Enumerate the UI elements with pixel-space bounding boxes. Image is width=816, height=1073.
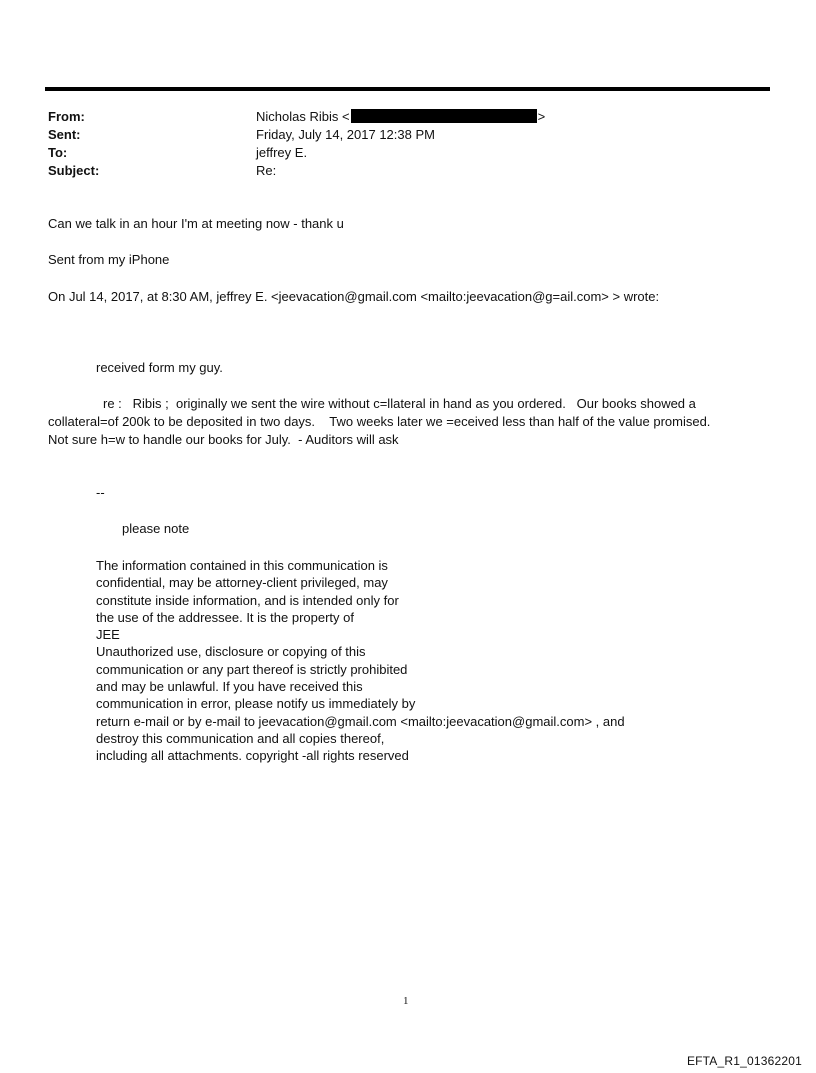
disclaimer-line: and may be unlawful. If you have received this — [96, 679, 363, 695]
from-label: From: — [48, 109, 85, 124]
signature-text: Sent from my iPhone — [48, 252, 170, 267]
disclaimer-line: the use of the addressee. It is the property of — [96, 609, 354, 625]
page-number: 1 — [403, 995, 409, 1007]
to-value: jeffrey E. — [256, 145, 308, 160]
disclaimer-line: JEE — [96, 627, 120, 643]
document-id: EFTA_R1_01362201 — [686, 1054, 802, 1068]
subject-label: Subject: — [48, 163, 100, 178]
sent-value: Friday, July 14, 2017 12:38 PM — [256, 127, 435, 142]
please-note: please note — [122, 521, 190, 536]
disclaimer-line: communication in error, please notify us immediately by — [96, 696, 416, 712]
disclaimer-line: confidential, may be attorney-client privileged, may — [96, 575, 388, 591]
disclaimer-line: destroy this communication and all copies thereof, — [96, 730, 385, 746]
from-name: Nicholas Ribis < — [256, 109, 350, 124]
header-rule — [45, 87, 770, 91]
redaction-box — [351, 109, 537, 123]
disclaimer-line: including all attachments. copyright -all rights reserved — [96, 748, 409, 764]
confidentiality-disclaimer — [96, 557, 625, 765]
disclaimer-line: The information contained in this communication is — [96, 558, 388, 573]
to-label: To: — [48, 145, 68, 160]
disclaimer-line: Unauthorized use, disclosure or copying of this — [96, 644, 366, 660]
signature-dashes: -- — [96, 485, 105, 500]
reply-text: Can we talk in an hour I'm at meeting now - thank u — [48, 216, 344, 231]
disclaimer-line: constitute inside information, and is intended only for — [96, 592, 399, 608]
quoted-line-1: re : Ribis ; originally we sent the wire without c=llateral in hand as you ordered. Our books showed a — [103, 396, 696, 411]
sent-label: Sent: — [48, 127, 81, 142]
disclaimer-line: communication or any part thereof is strictly prohibited — [96, 661, 408, 677]
disclaimer-line: return e-mail or by e-mail to jeevacation@gmail.com <mailto:jeevacation@gmail.com> , and — [96, 713, 625, 729]
subject-value: Re: — [256, 163, 277, 178]
received-line: received form my guy. — [96, 360, 223, 375]
quote-intro: On Jul 14, 2017, at 8:30 AM, jeffrey E. <jeevacation@gmail.com <mailto:jeevacation@g=ail.com> > wrote: — [48, 289, 660, 304]
from-value — [256, 108, 545, 126]
quoted-line-2: collateral=of 200k to be deposited in two days. Two weeks later we =eceived less than half of the value promised. — [48, 414, 711, 429]
quoted-line-3: Not sure h=w to handle our books for July. - Auditors will ask — [48, 432, 399, 447]
from-close: > — [537, 109, 546, 124]
